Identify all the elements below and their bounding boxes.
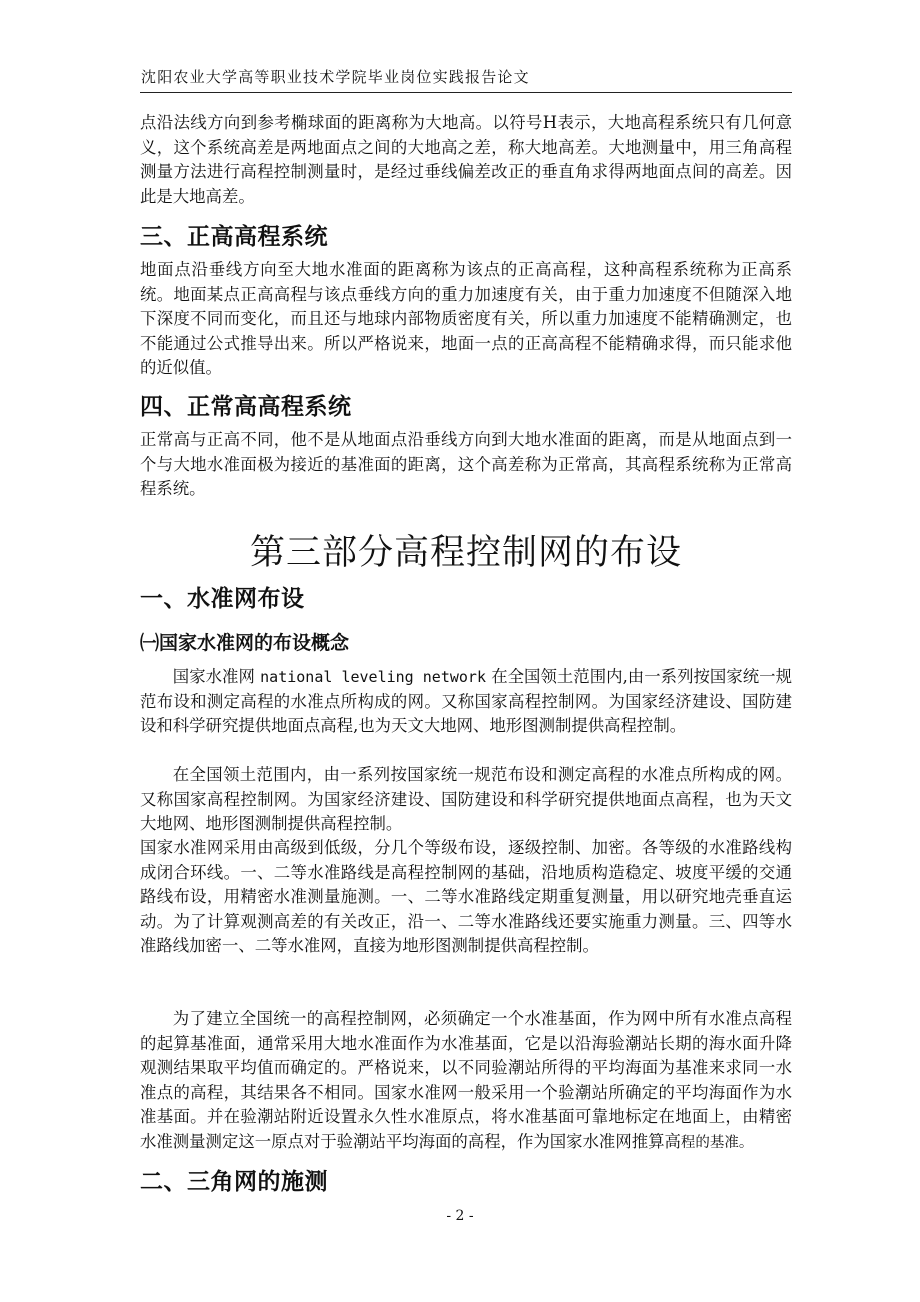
page-number: - 2 - [446, 1208, 474, 1224]
intro-paragraph: 点沿法线方向到参考椭球面的距离称为大地高。以符号H表示，大地高程系统只有几何意义，这个系统高差是两地面点之间的大地高之差，称大地高差。大地测量中，用三角高程测量方法进行高程控制测量时，是经过垂线偏差改正的垂直角求得两地面点间的高差。因此是大地高差。 [140, 113, 792, 206]
national-leveling-paragraph-4 [140, 1007, 792, 1156]
p1-prefix: 国家水准网 [172, 667, 261, 686]
orthometric-paragraph: 地面点沿垂线方向至大地水准面的距离称为该点的正高高程，这种高程系统称为正高系统。地面某点正高高程与该点垂线方向的重力加速度有关，由于重力加速度不但随深入地下深度不同而变化，而且还与地球内部物质密度有关，所以重力加速度不能精确测定，也不能通过公式推导出来。所以严格说来，地面一点的正高高程不能精确求得，而只能求他的近似值。 [140, 260, 792, 378]
p4-main: 为了建立全国统一的高程控制网，必须确定一个水准基面，作为网中所有水准点高程的起算基准面，通常采用大地水准面作为水准基面，它是以沿海验潮站长期的海水面升降观测结果取平均值而确定的。严格说来，以不同验潮站所得的平均海面为基准来求同一水准点的高程，其结果各不相同。国家水准网一般采用一个验潮站所确定的平均海面作为水准基面。并在验潮站附近设置永久性水准原点，将水准基面可靠地标定在地面上，由精密水准测量测定这一原点对于验潮站平均海面的高程，作为国家水准网推算高 [140, 1009, 792, 1151]
section-heading-orthometric: 三、正高高程系统 [140, 224, 328, 250]
section-heading-leveling-network: 一、水准网布设 [140, 586, 305, 612]
national-leveling-paragraph-2: 在全国领土范围内，由一系列按国家统一规范布设和测定高程的水准点所构成的网。又称国家高程控制网。为国家经济建设、国防建设和科学研究提供地面点高程，也为天文大地网、地形图测制提供高程控制。 [140, 765, 792, 834]
english-term: national leveling network [260, 668, 486, 686]
section-heading-normal-height: 四、正常高高程系统 [140, 394, 352, 420]
normal-height-paragraph: 正常高与正高不同，他不是从地面点沿垂线方向到大地水准面的距离，而是从地面点到一个与大地水准面极为接近的基准面的距离，这个高差称为正常高，其高程系统称为正常高程系统。 [140, 430, 792, 499]
national-leveling-paragraph-3: 国家水准网采用由高级到低级，分几个等级布设，逐级控制、加密。各等级的水准路线构成闭合环线。一、二等水准路线是高程控制网的基础，沿地质构造稳定、坡度平缓的交通路线布设，用精密水准测量施测。一、二等水准路线定期重复测量，用以研究地壳垂直运动。为了计算观测高差的有关改正，沿一、二等水准路线还要实施重力测量。三、四等水准路线加密一、二等水准网，直接为地形图测制提供高程控制。 [140, 838, 792, 956]
p4-tail: 程的基准。 [680, 1134, 754, 1151]
national-leveling-paragraph-1 [140, 665, 792, 739]
section-heading-triangulation: 二、三角网的施测 [140, 1169, 328, 1195]
page-header: 沈阳农业大学高等职业技术学院毕业岗位实践报告论文 [141, 68, 530, 86]
p1-rest: 在全国领土范围内,由一系列按国家统一规范布设和测定高程的水准点所构成的网。又称国家高程控制网。为国家经济建设、国防建设和科学研究提供地面点高程,也为天文大地网、地形图测制提供高程控制。 [140, 667, 792, 736]
part-title: 第三部分高程控制网的布设 [249, 533, 682, 573]
header-divider [140, 92, 792, 93]
subsection-heading-national-leveling: ㈠国家水准网的布设概念 [140, 632, 350, 654]
